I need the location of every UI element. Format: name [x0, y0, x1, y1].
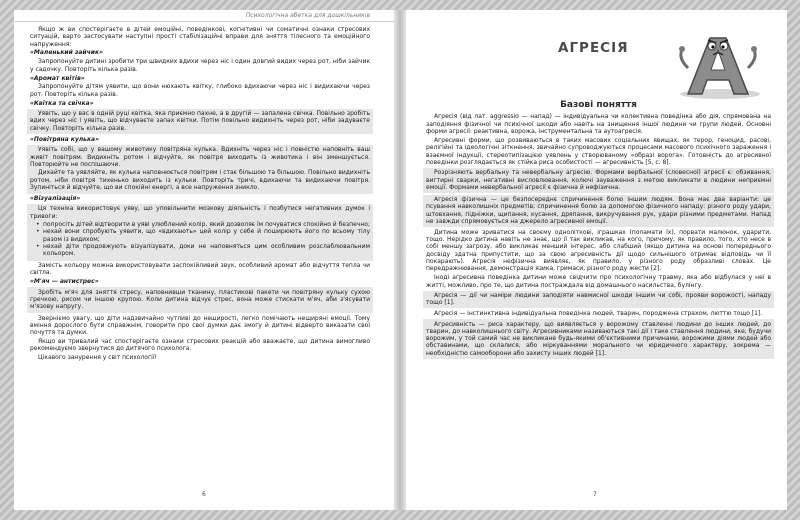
left-text-column: [30, 26, 370, 363]
exercise-text: Замість кольору можна використовувати заспокійливий звук, особливий аромат або відчуття тепла чи світла.: [30, 262, 370, 277]
list-item: • попросіть дітей відтворити в уяві улюблений колір, який дозволяє їм почуватися спокійно й безпечно;: [36, 221, 370, 228]
bullet-list: [36, 221, 370, 257]
exercise-title: «Квітка та свічка»: [30, 99, 94, 107]
body-paragraph: Агресія — інстинктивна індивідуальна поведінка людей, тварин, породжена страхом, люттю тощо [1].: [434, 310, 763, 317]
highlight-band: [423, 195, 774, 227]
exercise-text: Запропонуйте дитині зробити три швидких вдихи через ніс і один довгий видих через рот, ніби зайчик у садочку. Повторіть кілька разів.: [30, 58, 370, 73]
page-number: 7: [593, 491, 597, 498]
highlight-band: [423, 319, 774, 358]
highlight-band: [423, 168, 774, 193]
exercise-text: Зробіть м'яч для зняття стресу, наповнивши тканину, пластикові пакети чи повітряну кульку сухою гречкою, рисом чи іншою крупою. Коли дитина відчує стрес, вона може стискати м'яч, аби з'ясувати м'язову напругу.: [30, 288, 370, 311]
exercise-text: Дихайте та уявляйте, як кулька наповнюється повітрям і стає більшою та більшою. Повільно видихніть ротом, ніби повітря тихенько виходить із кульки. Повторіть тричі, вдихаючи та видихаючи повітря. Зупиніться й відчуйте, що ви спокійні енергі, а все напруження зникло.: [30, 169, 370, 191]
body-paragraph: Агресивність — риса характеру, що виявляється у ворожому ставленні людини до інших людей, до тварин, до навколишнього світу. Агресивниками називаються такі дії і таке ставлення людини, яке, будучи ворожим, у той самий час не викликане будь-якими об'єктивними причинами, ворожими діями людей або обставинами, що склалися, або міркуваннями морального чи юридичного характеру, зокрема — необхідністю самооборони або захисту інших людей [1].: [426, 320, 771, 357]
running-title: Психологічна абетка для дошкільників: [14, 10, 394, 22]
highlight-band: [27, 109, 373, 135]
exercise-text: Ця техніка використовує уяву, що уповільнити мозкову діяльність і позбутися негативних думок і тривоги:: [30, 205, 370, 220]
right-page: [406, 10, 787, 510]
letter-a-mascot-icon: [668, 28, 768, 102]
exercise-title: «Маленький зайчик»: [30, 49, 103, 57]
highlight-band: [27, 204, 373, 261]
list-item: • нехай діти продовжують візуалізувати, доки не наповняться цим особливим розслаблювальним кольором.: [36, 243, 370, 258]
chapter-title: АГРЕСІЯ: [558, 40, 629, 56]
body-paragraph: Агресивні форми, що розвиваються в таких масових соціальних явищах, як терор, геноцид, расові, релігійні та ідеологічні зіткнення, звичайно супроводжуються процесами масового психічного зараження і взаємної індукції, стереотипізацією уявлень у створюваному «образі ворога». Готовність до агресивної поведінки розглядається як стійка риса особистості — агресивність [5, с. 8].: [426, 136, 771, 166]
body-paragraph: Розрізняють вербальну та невербальну агресію. Формами вербальної (словесної) агресії є: обзивання, вигтирні сварки, негативні висловлювання, колючі зауваження з метою викликати в людини неприємні емоції. Формами невербальної агресії є фізична й нефізична.: [426, 169, 771, 192]
body-paragraph: Якщо ви тривалий час спостерігаєте ознаки стресових реакцій або вважаєте, що дитина вимогливо рекомендуємо звернутися до дитячого психолога.: [30, 338, 370, 353]
intro-paragraph: Якщо ж ви спостерігаєте в дітей емоційні, поведінкові, когнітивні чи соматичні ознаки стресових ситуацій, варто застосувати наступні прості стабілізаційні вправи для зняття тілесного та емоційного напруження:: [30, 26, 370, 48]
right-text-column: [426, 102, 771, 360]
body-paragraph: Дитина може зриватися на своєму однолітковi, іграшках (поламати їх), порвати малюнок, ударити, тощо. Нерідко дитина навіть не знає, що її так викликав, на кого, причому, як правило, того, хто несе в собі меншу загрозу, або викликає менший інтерес, або слабший (якщо дитина на основі попереднього досвіду здатна припустити, що за свою агресивність дії щодо сильнішого отримає відповідь чи її покарають). Агресія нефізична виявляє, як правило, у різного роду образливі словах. Це передражнювання, демонстрація язика, гримаси, різного роду жести [2].: [426, 228, 771, 273]
exercise-title: «Повітряна кулька»: [30, 135, 99, 143]
exercise-text: Уявіть собі, що у вашому животику повітряна кулька. Вдихніть через ніс і повністю наповніть ваш живіт повітрям. Видихніть ротом і відчуйте, як повітря виходить із животика і він зменшується. Повторюйте не поспішаючи.: [30, 146, 370, 168]
section-heading: Базові поняття: [560, 100, 637, 110]
exercise-text: Запропонуйте дітям уявити, що вони нюхають квітку, глибоко вдихаючи через ніс і видихаючи через рот. Повторіть кілька разів.: [30, 83, 370, 98]
body-paragraph: Агресія фізична — це безпосереднє спричинення болю іншим людям. Вона має два варіанти: це псування навколишніх предметів; спричинення болю за допомогою фізичного нападу: різного роду удари, штовхання, підніжки, щипання, кусання, дряпання, викручування рук, удари різними предметами. Напад не завжди спрямовується на джерело агресивної емоції.: [426, 196, 771, 226]
exercise-text: Уявіть, що у вас в одній руці квітка, яка приємно пахне, а в другій — запалена свічка. Повільно зробіть вдих через ніс і уявіть, що відчуваєте запах квітки. Потім повільно видихніть через рот, ніби задуваєте свічку. Повторіть кілька разів.: [30, 110, 370, 132]
highlight-band: [27, 145, 373, 194]
exercise-title: «Візуалізація»: [30, 195, 81, 203]
book-gutter: [394, 10, 406, 510]
closing-paragraph: Цікавого занурення у світ психології!: [38, 354, 157, 362]
exercise-title: «М'яч — антистрес»: [30, 278, 99, 286]
body-paragraph: Агресія — дії чи наміри людини заподіяти навмисної шкоди іншим чи собі, прояви ворожості, нападу тощо [1].: [426, 292, 771, 307]
body-paragraph: Агресія (від лат. aggressio — напад) — індивідуальна чи колективна поведінка або дія, спрямована на заподіяння фізичної чи психічної шкоди або навіть на знищення іншої людини чи групи людей. Основні форми агресії: реактивна, ворожа, інструментальна та аутоагресія.: [426, 113, 771, 135]
body-paragraph: Зверніємо увагу, що діти надзвичайно чутливі до нещирості, легко помічають нещиряні емоції. Тому вміння дорослого бути справжнім, говорити про свої думки дає змогу й дитині відверто виказати свої почуття та думки.: [30, 314, 370, 337]
highlight-band: [27, 287, 373, 313]
highlight-band: [423, 291, 774, 309]
left-page: [14, 10, 394, 510]
list-item: • нехай вони спробують уявити, що «вдихають» цей колір у себе й поширюють його по всьому тілу разом із видихом;: [36, 228, 370, 243]
exercise-title: «Аромат квітів»: [30, 74, 85, 82]
page-number: 6: [202, 491, 206, 498]
body-paragraph: Іноді агресивна поведінка дитини може свідчити про психологічну травму, яка або відбулася у неї в житті, можливо, про те, що дитина постраждала від домашнього насильства, булінгу.: [426, 274, 771, 289]
